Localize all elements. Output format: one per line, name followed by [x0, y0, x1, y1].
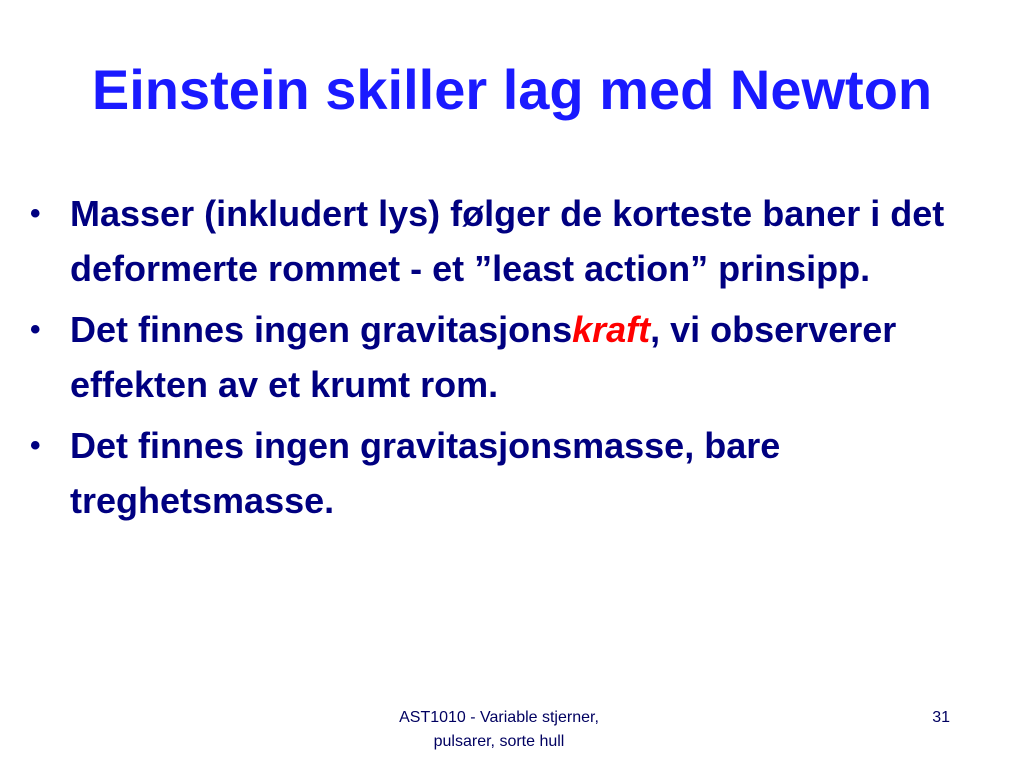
bullet-text-after: , vi observerer effekten av et krumt rom. — [70, 309, 897, 405]
bullet-text: Det finnes ingen gravitasjonsmasse, bare treghetsmasse. — [70, 425, 781, 521]
bullet-item-1 — [30, 186, 990, 296]
bullet-list — [30, 186, 990, 534]
bullet-accent-word: kraft — [572, 309, 651, 350]
bullet-item-2 — [30, 302, 990, 412]
bullet-text-before: Det finnes ingen gravitasjons — [70, 309, 573, 350]
slide-title: Einstein skiller lag med Newton — [91, 58, 933, 121]
bullet-icon: • — [30, 197, 41, 230]
slide-number: 31 — [932, 709, 950, 726]
bullet-item-3 — [30, 418, 990, 528]
footer-line-1: AST1010 - Variable stjerner, — [399, 709, 599, 726]
footer-line-2: pulsarer, sorte hull — [433, 733, 565, 750]
footer-text — [334, 706, 664, 754]
bullet-icon: • — [30, 429, 41, 462]
bullet-icon: • — [30, 313, 41, 346]
bullet-text: Masser (inkludert lys) følger de korteste baner i det deformerte rommet - et ”least action” prinsipp. — [70, 193, 945, 289]
